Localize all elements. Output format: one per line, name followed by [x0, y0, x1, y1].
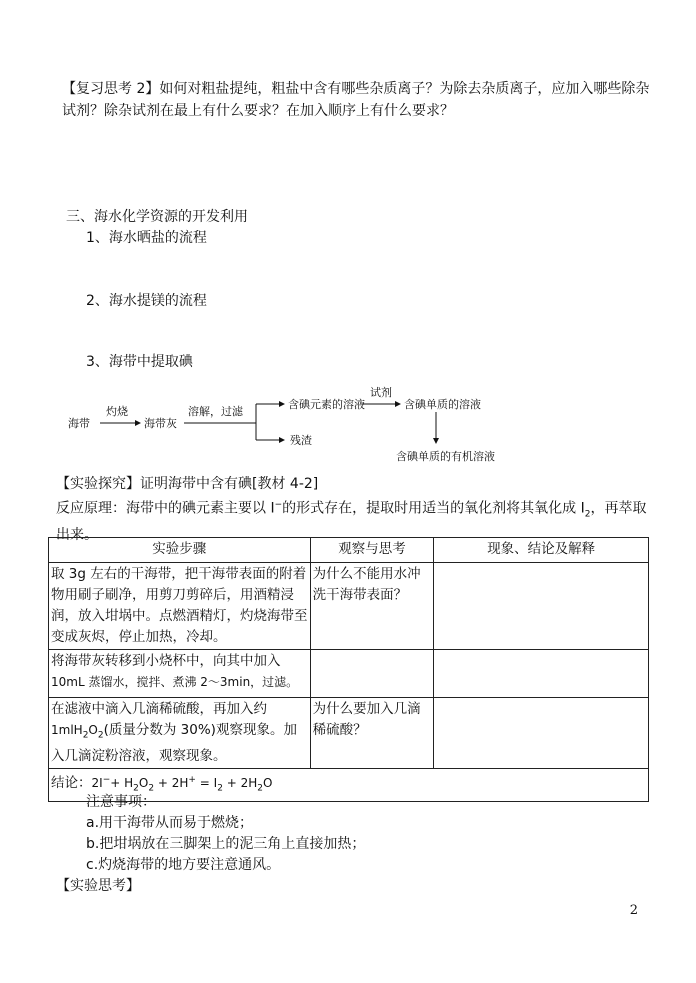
table-header-row — [49, 538, 649, 563]
table-row — [49, 698, 649, 769]
think-cell: 为什么要加入几滴稀硫酸？ — [310, 698, 434, 769]
header-steps: 实验步骤 — [49, 538, 311, 563]
section-title: 三、海水化学资源的开发利用 — [66, 209, 248, 225]
table-row — [49, 650, 649, 698]
step-cell: 在滤液中滴入几滴稀硫酸，再加入约 $1mlH_2O_2$(质量分数为 30%)观察现象。加入几滴淀粉溶液，观察现象。 — [49, 698, 311, 769]
experiment-table — [48, 537, 649, 802]
flow-node-kelp: 海带 — [68, 417, 90, 430]
think-cell: 为什么不能用水冲洗干海带表面？ — [310, 563, 434, 650]
flow-label-reagent: 试剂 — [370, 386, 392, 399]
review-question — [62, 78, 652, 122]
header-observe: 观察与思考 — [310, 538, 434, 563]
iodine-flow-diagram — [60, 380, 500, 470]
note-b: b.把坩埚放在三脚架上的泥三角上直接加热； — [86, 836, 366, 852]
notes-title: 注意事项： — [86, 794, 156, 810]
note-c: c.灼烧海带的地方要注意通风。 — [86, 857, 281, 873]
result-cell — [434, 698, 649, 769]
reaction-principle: 反应原理：海带中的碘元素主要以 I−的形式存在，提取时用适当的氧化剂将其氧化成 $I_2$，再萃取出来。 — [56, 500, 647, 544]
result-cell — [434, 563, 649, 650]
flow-node-iodine-solution: 含碘元素的溶液 — [288, 398, 365, 411]
think-cell — [310, 650, 434, 698]
flow-label-burn: 灼烧 — [106, 405, 128, 418]
flow-node-organic-solution: 含碘单质的有机溶液 — [396, 450, 495, 463]
item-sea-salt: 1、海水晒盐的流程 — [86, 230, 207, 246]
experiment-title: 【实验探究】证明海带中含有碘[教材 4-2] — [56, 476, 319, 492]
step-cell: 取 3g 左右的干海带，把干海带表面的附着物用刷子刷净，用剪刀剪碎后，用酒精浸润，放入坩埚中。点燃酒精灯，灼烧海带至变成灰烬，停止加热，冷却。 — [49, 563, 311, 650]
review-text: 如何对粗盐提纯，粗盐中含有哪些杂质离子？为除去杂质离子，应加入哪些除杂试剂？除杂试剂在最上有什么要求？在加入顺序上有什么要求？ — [62, 81, 650, 119]
flow-node-residue: 残渣 — [290, 434, 312, 447]
step-cell: 将海带灰转移到小烧杯中，向其中加入 10mL 蒸馏水，搅拌、煮沸 2～3min，过滤。 — [49, 650, 311, 698]
page-number: 2 — [629, 903, 638, 918]
item-iodine: 3、海带中提取碘 — [86, 354, 193, 370]
item-magnesium: 2、海水提镁的流程 — [86, 293, 207, 309]
note-a: a.用干海带从而易于燃烧； — [86, 815, 254, 831]
header-result: 现象、结论及解释 — [434, 538, 649, 563]
experiment-think: 【实验思考】 — [56, 878, 140, 894]
flow-label-dissolve: 溶解，过滤 — [188, 405, 243, 418]
review-label: 【复习思考 2】 — [62, 81, 160, 97]
result-cell — [434, 650, 649, 698]
table-row — [49, 563, 649, 650]
flow-node-iodine-element: 含碘单质的溶液 — [404, 398, 481, 411]
conclusion-cell: 结论：$2I^-+ H_2O_2 + 2H^+ = I_2 + 2H_2O$ — [49, 769, 649, 801]
flow-node-kelp-ash: 海带灰 — [144, 417, 177, 430]
